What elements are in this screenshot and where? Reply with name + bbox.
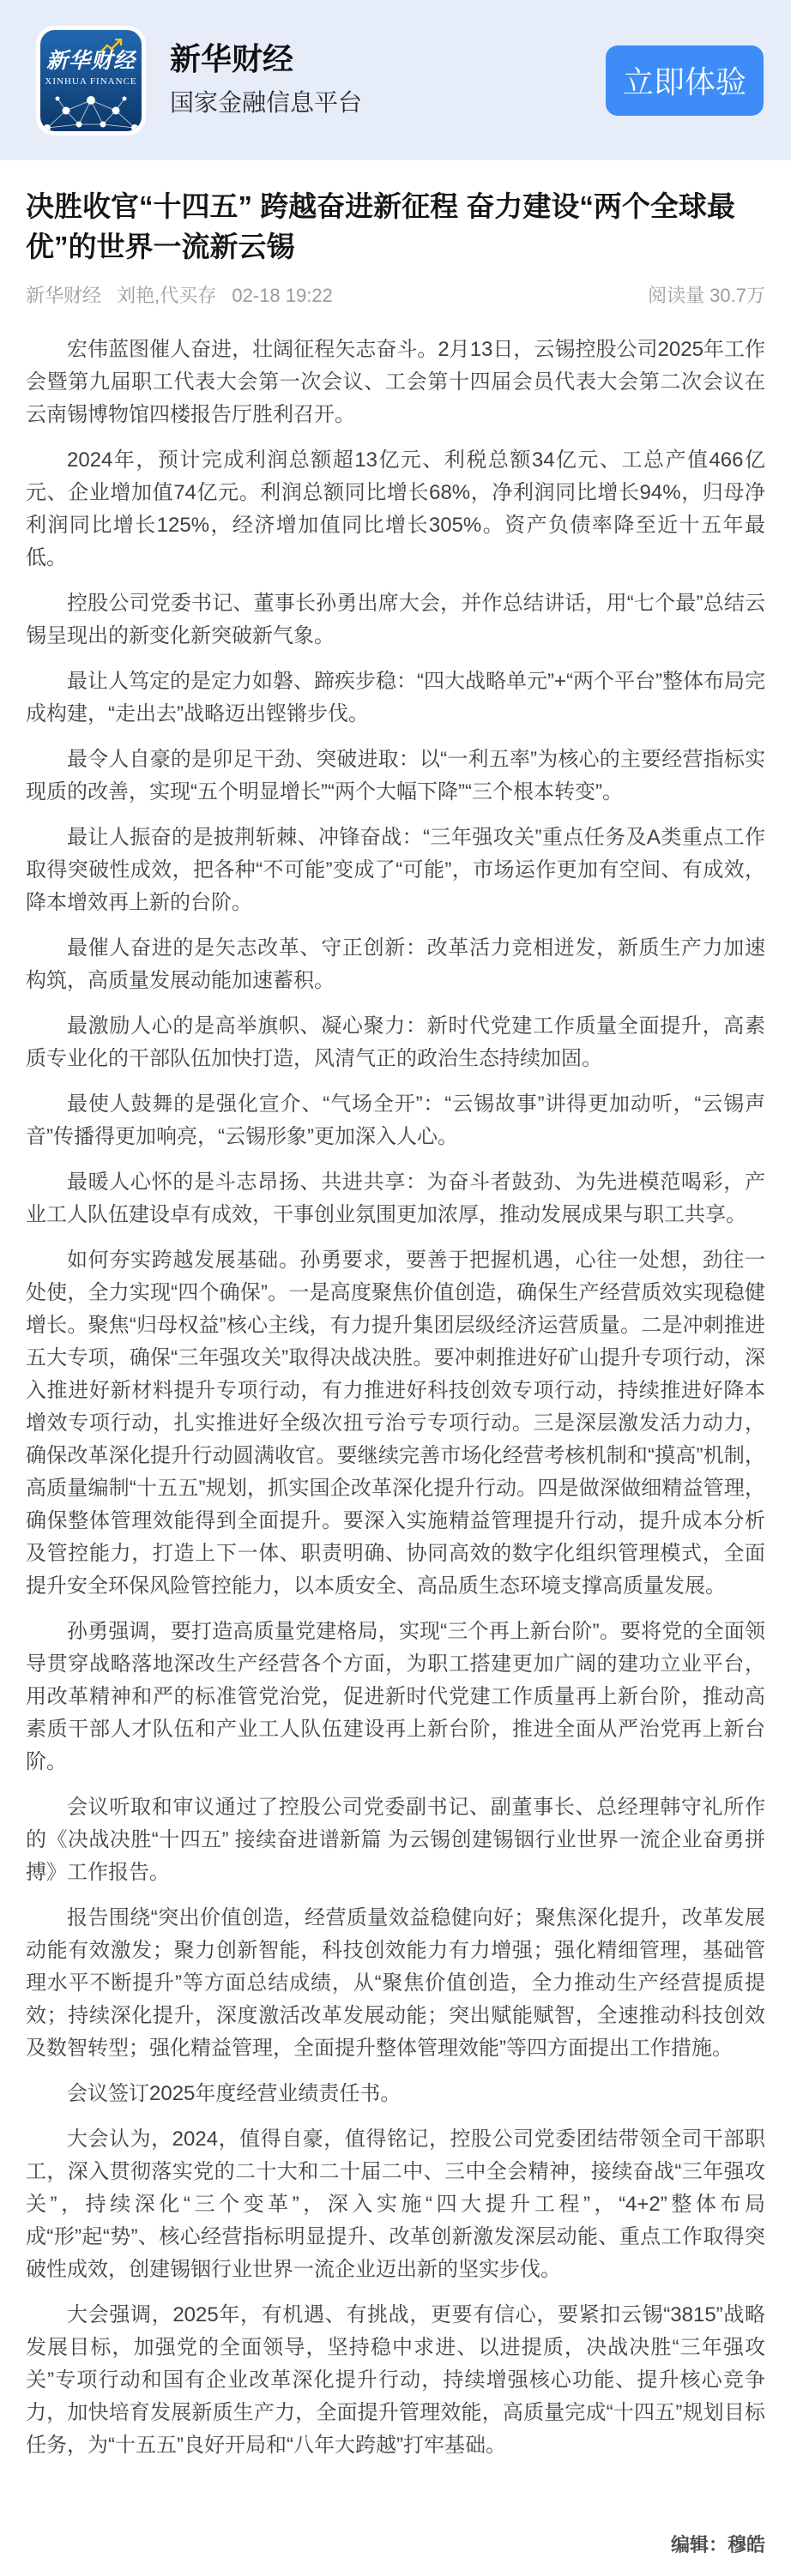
logo-cn-text: 新华财经: [45, 48, 136, 73]
brand-subtitle: 国家金融信息平台: [170, 88, 363, 116]
article-paragraph: 大会强调，2025年，有机遇、有挑战，更要有信心，要紧扣云锡“3815”战略发展目标，加强党的全面领导，坚持稳中求进、以进提质，决战决胜“三年强攻关”专项行动和国有企业改革深化提升行动，持续增强核心功能、提升核心竞争力，加快培育发展新质生产力，全面提升管理效能，高质量完成“十四五”规划目标任务，为“十五五”良好开局和“八年大跨越”打牢基础。: [26, 2303, 765, 2457]
article-paragraph: 最使人鼓舞的是强化宣介、“气场全开”：“云锡故事”讲得更加动听，“云锡声音”传播得更加响亮，“云锡形象”更加深入人心。: [26, 1092, 765, 1148]
try-now-button[interactable]: 立即体验: [606, 45, 764, 116]
source-name: 新华财经: [26, 285, 102, 306]
article-paragraph: 最催人奋进的是矢志改革、守正创新：改革活力竞相迸发，新质生产力加速构筑，高质量发展动能加速蓄积。: [26, 936, 765, 992]
article-paragraph: 如何夯实跨越发展基础。孙勇要求，要善于把握机遇，心往一处想，劲往一处使，全力实现“四个确保”。一是高度聚焦价值创造，确保生产经营质效实现稳健增长。聚焦“归母权益”核心主线，有力提升集团层级经济运营质量。二是冲刺推进五大专项，确保“三年强攻关”取得决战决胜。要冲刺推进好矿山提升专项行动，深入推进好新材料提升专项行动，有力推进好科技创效专项行动，持续推进好降本增效专项行动，扎实推进好全级次扭亏治亏专项行动。三是深层激发活力动力，确保改革深化提升行动圆满收官。要继续完善市场化经营考核机制和“摸高”机制，高质量编制“十五五”规划，抓实国企改革深化提升行动。四是做深做细精益管理，确保整体管理效能得到全面提升。要深入实施精益管理提升行动，提升成本分析及管控能力，打造上下一体、职责明确、协同高效的数字化组织管理模式，全面提升安全环保风险管控能力，以本质安全、高品质生态环境支撑高质量发展。: [26, 1249, 765, 1598]
article-paragraph: 报告围绕“突出价值创造，经营质量效益稳健向好；聚焦深化提升，改革发展动能有效激发；聚力创新智能，科技创效能力有力增强；强化精细管理，基础管理水平不断提升”等方面总结成绩，从“聚焦价值创造，全力推动生产经营提质提效；持续深化提升，深度激活改革发展动能；突出赋能赋智，全速推动科技创效及数智转型；强化精益管理，全面提升整体管理效能”等四方面提出工作措施。: [26, 1906, 765, 2060]
brand-block: [170, 42, 362, 118]
network-graphic: [40, 88, 142, 131]
article-paragraph: 最令人自豪的是卯足干劲、突破进取：以“一利五率”为核心的主要经营指标实现质的改善，实现“五个明显增长”“两个大幅下降”“三个根本转变”。: [26, 748, 765, 803]
brand-title: 新华财经: [170, 41, 294, 77]
article-paragraph: 2024年，预计完成利润总额超13亿元、利税总额34亿元、工总产值466亿元、企业增加值74亿元。利润总额同比增长68%，净利润同比增长94%，归母净利润同比增长125%，经济增加值同比增长305%。资产负债率降至近十五年最低。: [26, 448, 765, 569]
article-paragraph: 控股公司党委书记、董事长孙勇出席大会，并作总结讲话，用“七个最”总结云锡呈现出的新变化新突破新气象。: [26, 592, 765, 647]
article-title: 决胜收官“十四五” 跨越奋进新征程 奋力建设“两个全球最优”的世界一流新云锡: [26, 190, 735, 262]
xinhua-finance-logo[interactable]: [36, 26, 146, 135]
article-paragraph: 会议听取和审议通过了控股公司党委副书记、副董事长、总经理韩守礼所作的《决战决胜“十四五” 接续奋进谱新篇 为云锡创建锡铟行业世界一流企业奋勇拼搏》工作报告。: [26, 1796, 765, 1884]
byline: [26, 281, 765, 308]
article-paragraph: 最暖人心怀的是斗志昂扬、共进共享：为奋斗者鼓劲、为先进模范喝彩，产业工人队伍建设卓有成效，干事创业氛围更加浓厚，推动发展成果与职工共享。: [26, 1171, 765, 1226]
byline-meta: [26, 281, 333, 308]
publish-datetime: 02-18 19:22: [232, 285, 333, 306]
article-body: [26, 334, 765, 2462]
author-names: 刘艳,代买存: [117, 285, 217, 306]
article-paragraph: 最让人笃定的是定力如磐、蹄疾步稳：“四大战略单元”+“两个平台”整体布局完成构建，“走出去”战略迈出铿锵步伐。: [26, 670, 765, 725]
article-paragraph: 孙勇强调，要打造高质量党建格局，实现“三个再上新台阶”。要将党的全面领导贯穿战略落地深改生产经营各个方面，为职工搭建更加广阔的建功立业平台，用改革精神和严的标准管党治党，促进新时代党建工作质量再上新台阶，推动高素质干部人才队伍和产业工人队伍建设再上新台阶，推进全面从严治党再上新台阶。: [26, 1620, 765, 1773]
article-paragraph: 最激励人心的是高举旗帜、凝心聚力：新时代党建工作质量全面提升，高素质专业化的干部队伍加快打造，风清气正的政治生态持续加固。: [26, 1014, 765, 1070]
read-count: 阅读量 30.7万: [648, 285, 765, 306]
article-paragraph: 最让人振奋的是披荆斩棘、冲锋奋战：“三年强攻关”重点任务及A类重点工作取得突破性成效，把各种“不可能”变成了“可能”，市场运作更加有空间、有成效，降本增效再上新的台阶。: [26, 826, 765, 914]
app-banner: [0, 0, 791, 160]
editor-credit: 编辑：穆皓: [670, 2534, 765, 2555]
article-paragraph: 宏伟蓝图催人奋进，壮阔征程矢志奋斗。2月13日，云锡控股公司2025年工作会暨第九届职工代表大会第一次会议、工会第十四届会员代表大会第二次会议在云南锡博物馆四楼报告厅胜利召开。: [26, 338, 765, 426]
logo-en-text: XINHUA FINANCE: [45, 75, 137, 87]
article-paragraph: 大会认为，2024，值得自豪，值得铭记，控股公司党委团结带领全司干部职工，深入贯彻落实党的二十大和二十届二中、三中全会精神，接续奋战“三年强攻关”，持续深化“三个变革”，深入实施“四大提升工程”，“4+2”整体布局成“形”起“势”、核心经营指标明显提升、改革创新激发深层动能、重点工作取得突破性成效，创建锡铟行业世界一流企业迈出新的坚实步伐。: [26, 2128, 765, 2281]
stock-line-icon: [100, 39, 123, 54]
logo-wordmark: [40, 30, 142, 88]
article-paragraph: 会议签订2025年度经营业绩责任书。: [67, 2082, 402, 2105]
article: [0, 186, 791, 2557]
